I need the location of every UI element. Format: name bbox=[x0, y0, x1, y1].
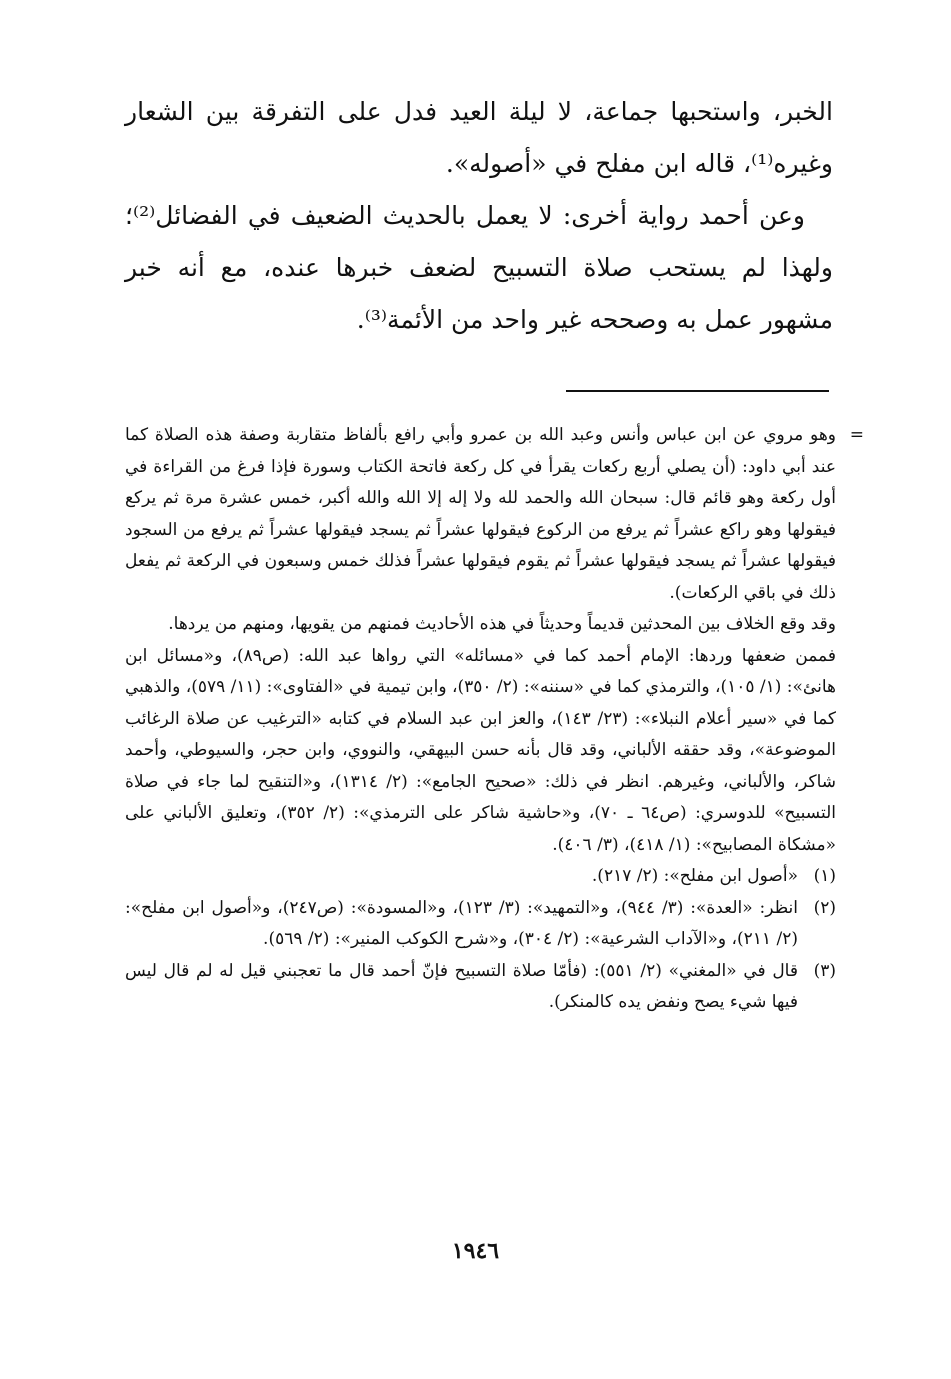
page-number: ١٩٤٦ bbox=[451, 1238, 500, 1264]
footnote-number: (١) bbox=[813, 866, 836, 886]
footnote-text: قال في «المغني» (٢/ ٥٥١): (فأمّا صلاة التسبيح فإنّ أحمد قال ما تعجبني قيل له لم قال ليس فيها شيء يصح ونفض يده كالمنكر). bbox=[125, 960, 798, 1012]
main-paragraph-1: الخبر، واستحبها جماعة، لا ليلة العيد فدل على التفرقة بين الشعار وغيره⁽¹⁾، قاله ابن مفلح في «أصوله». bbox=[125, 97, 833, 178]
footnote-continuation-1 bbox=[125, 420, 864, 609]
main-text bbox=[125, 86, 833, 346]
footnote-2 bbox=[125, 893, 836, 956]
footnote-continuation-3: فممن ضعفها وردها: الإمام أحمد كما في «مسائله» التي رواها عبد الله: (ص٨٩)، و«مسائل ابن هانئ»: (١/ ١٠٥)، والترمذي كما في «سننه»: (٢/ ٣٥٠)، وابن تيمية في «الفتاوى»: (١١/ ٥٧٩)، والذهبي كما في «سير أعلام النبلاء»: (٢٣/ ١٤٣)، والعز ابن عبد السلام في كتابه «الترغيب عن صلاة الرغائب الموضوعة»، وقد حققه الألباني، وقد قال بأنه حسن البيهقي، والنووي، وابن حجر، والسيوطي، وأحمد شاكر، والألباني، وغيرهم. انظر في ذلك: «صحيح الجامع»: (٢/ ١٣١٤)، و«التنقيح لما جاء في صلاة التسبيح» للدوسري: (ص٦٤ ـ ٧٠)، و«حاشية شاكر على الترمذي»: (٢/ ٣٥٢)، وتعليق الألباني على «مشكاة المصابيح»: (١/ ٤١٨)، (٣/ ٤٠٦). bbox=[125, 645, 837, 855]
footnote-separator bbox=[566, 390, 829, 392]
footnote-3 bbox=[125, 956, 836, 1019]
footnote-text: «أصول ابن مفلح»: (٢/ ٢١٧). bbox=[591, 866, 798, 886]
footnote-1 bbox=[125, 861, 836, 893]
footnotes bbox=[125, 420, 864, 1019]
footnote-number: (٢) bbox=[813, 897, 836, 918]
footnote-continuation-text-1: وهو مروي عن ابن عباس وأنس وعبد الله بن عمرو وأبي رافع بألفاظ متقاربة وصفة هذه الصلاة كما عند أبي داود: (أن يصلي أربع ركعات يقرأ في كل ركعة فاتحة الكتاب وسورة فإذا فرغ من القراءة في أول ركعة وهو قائم قال: سبحان الله والحمد لله ولا إله إلا الله والله أكبر، خمس عشرة مرة ثم يركع فيقولها وهو راكع عشراً ثم يرفع من الركوع فيقولها عشراً ثم يسجد فيقولها عشراً ثم يرفع من السجود فيقولها عشراً ثم يسجد فيقولها عشراً ثم يقوم فيقولها عشراً فذلك خمس وسبعون في الركعة ثم يفعل ذلك في باقي الركعات). bbox=[125, 425, 836, 603]
main-paragraph-2: وعن أحمد رواية أخرى: لا يعمل بالحديث الضعيف في الفضائل⁽²⁾؛ ولهذا لم يستحب صلاة التسبيح لضعف خبرها عنده، مع أنه خبر مشهور عمل به وصححه غير واحد من الأئمة⁽³⁾. bbox=[125, 201, 833, 334]
footnote-continuation-2: وقد وقع الخلاف بين المحدثين قديماً وحديثاً في هذه الأحاديث فمنهم من يقويها، ومنهم من يردها. bbox=[168, 614, 836, 634]
footnote-number: (٣) bbox=[813, 960, 836, 981]
footnote-text: انظر: «العدة»: (٣/ ٩٤٤)، و«التمهيد»: (٣/ ١٢٣)، و«المسودة»: (ص٢٤٧)، و«أصول ابن مفلح»: (٢/ ٢١١)، و«الآداب الشرعية»: (٢/ ٣٠٤)، و«شرح الكوكب المنير»: (٢/ ٥٦٩). bbox=[125, 897, 798, 949]
continuation-mark: = bbox=[849, 425, 864, 445]
